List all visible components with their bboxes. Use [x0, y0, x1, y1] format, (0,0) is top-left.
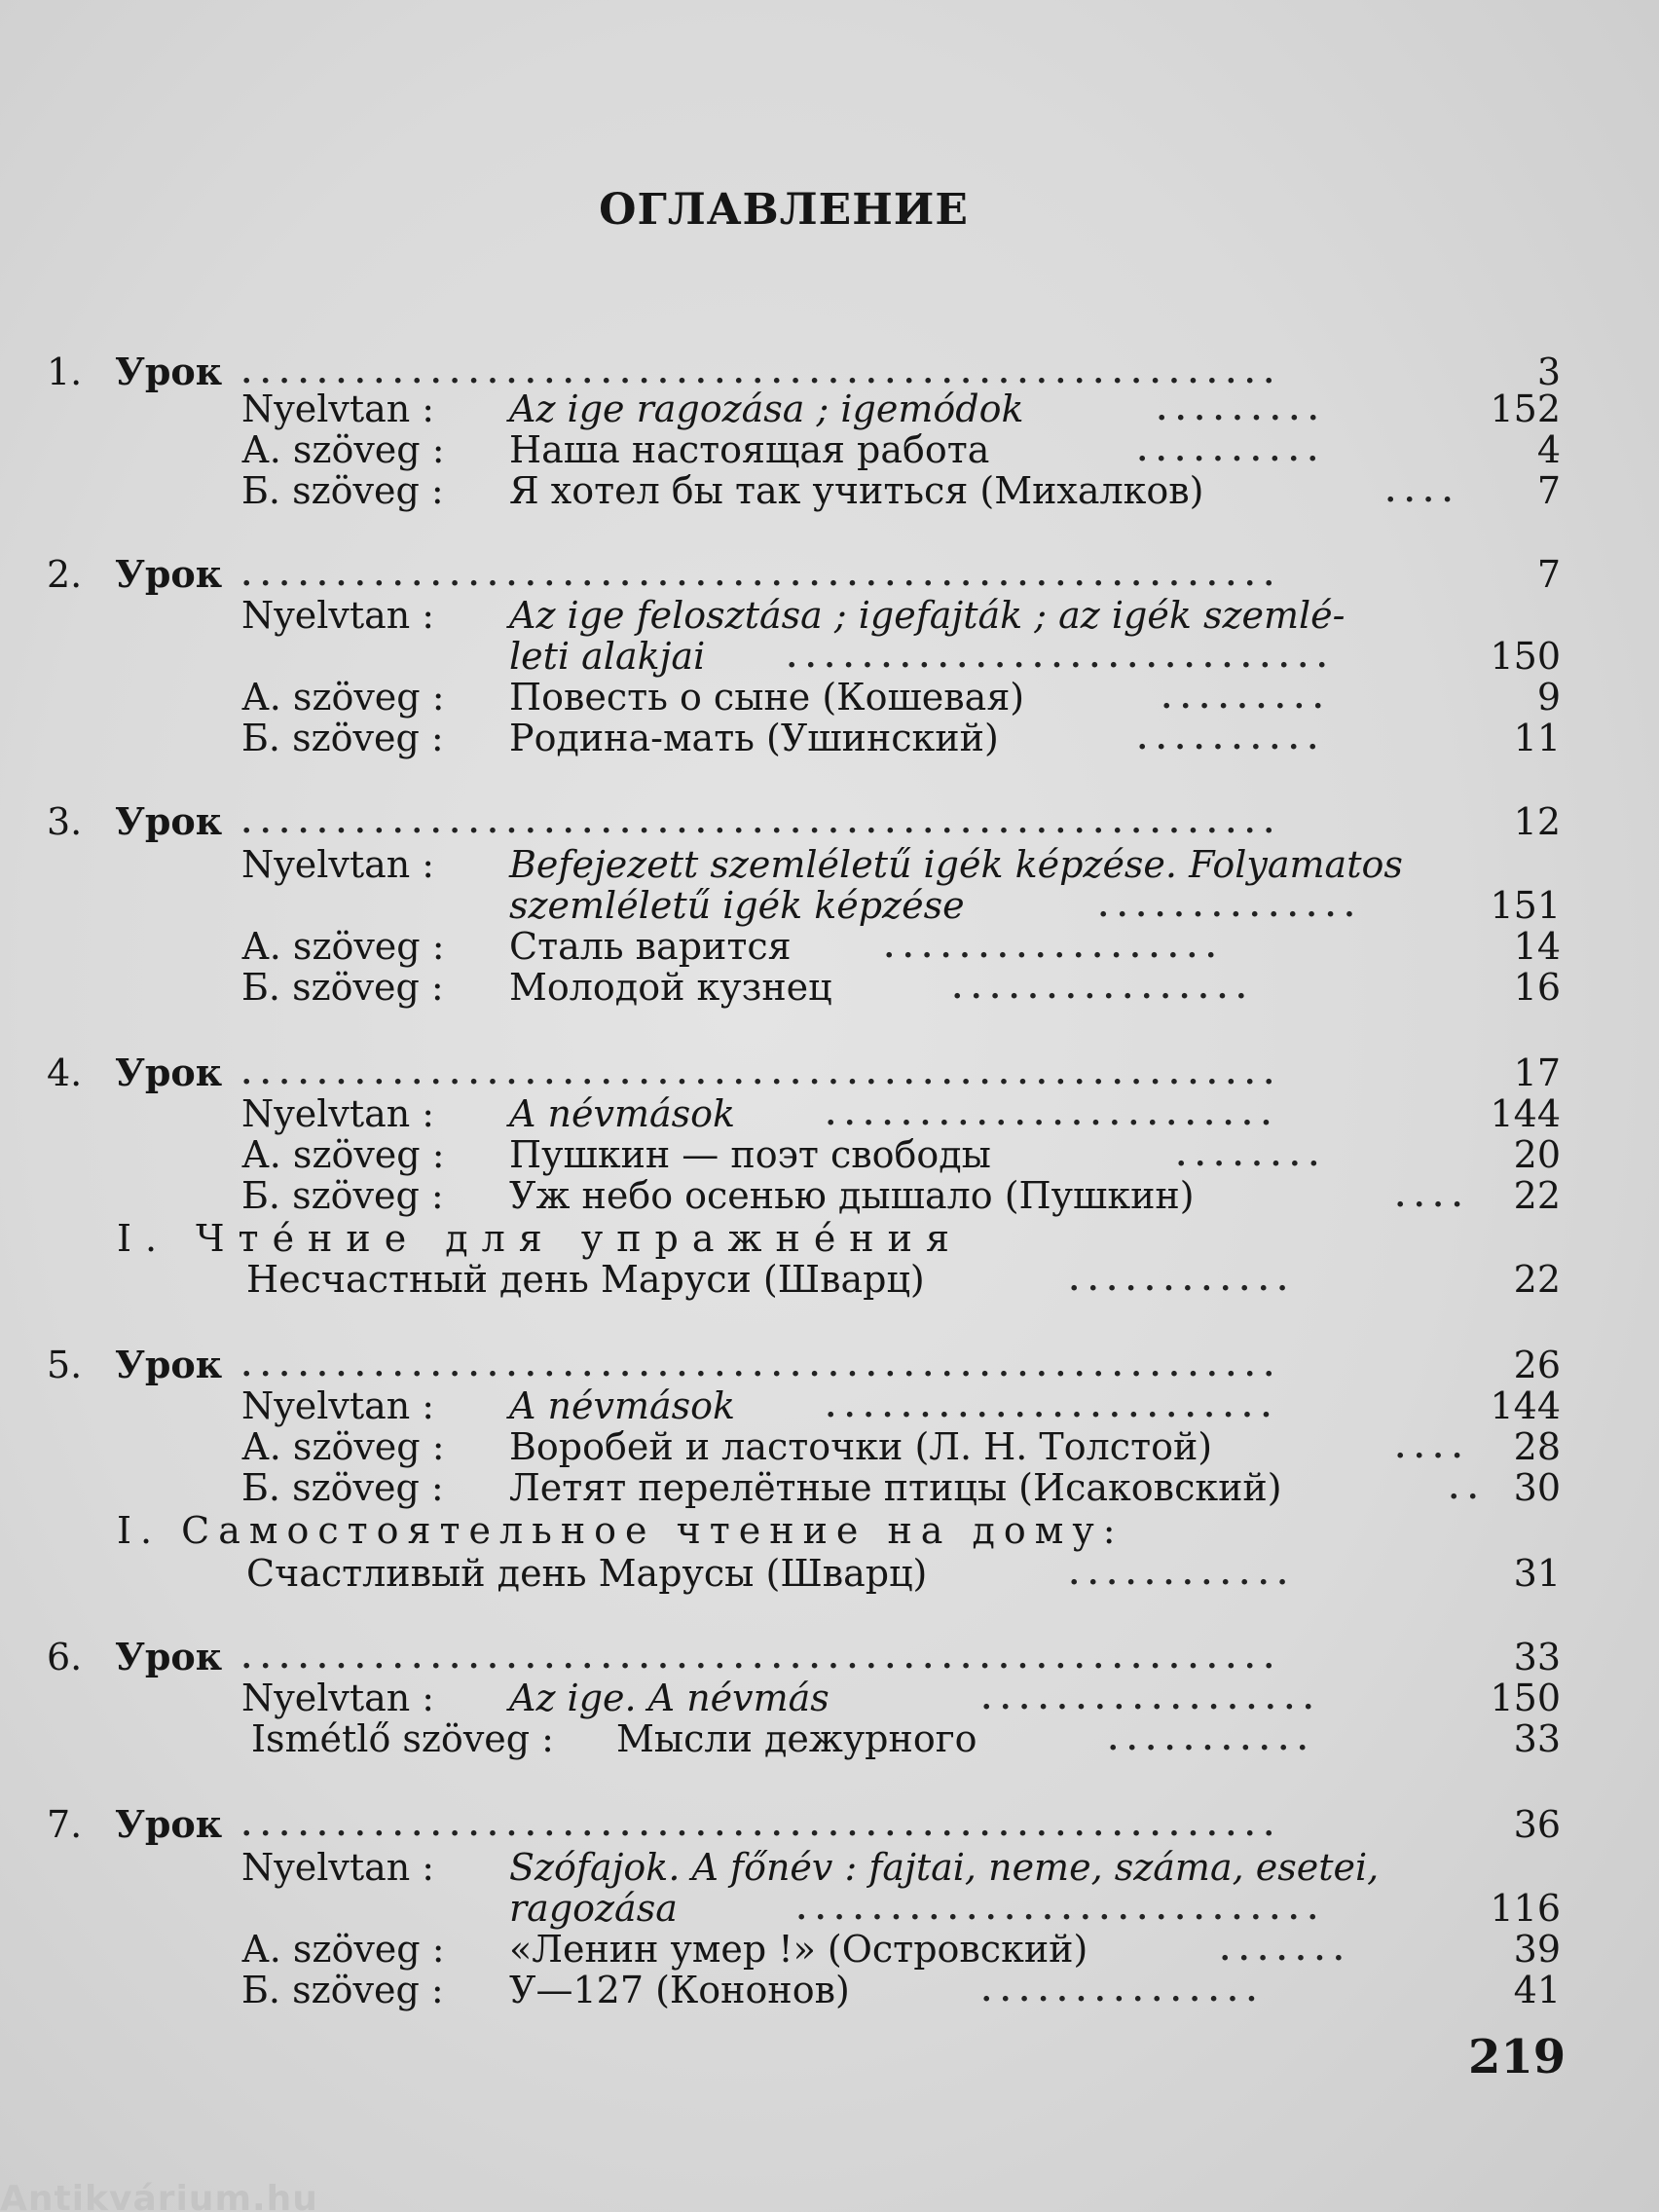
leader-dots: ..............: [1098, 890, 1364, 924]
lesson-word: Урок: [115, 799, 223, 843]
entry-label: А. szöveg :: [241, 1928, 445, 1971]
entry-text: Befejezett szemléletű igék képzése. Folyamatos: [509, 843, 1403, 886]
lesson-3-header: [47, 800, 1566, 843]
leader-dots: ........................: [826, 1390, 1280, 1424]
lesson-5-text-b: [47, 1466, 1566, 1509]
leader-dots: ....: [1395, 1180, 1471, 1214]
lesson-number: 5.: [47, 1344, 83, 1386]
page-number: 116: [1490, 1887, 1561, 1930]
entry-text: «Ленин умер !» (Островский): [509, 1928, 1088, 1971]
lesson-6-grammar: [47, 1677, 1566, 1719]
page-title: ОГЛАВЛЕНИЕ: [599, 185, 969, 235]
lesson-5-reading: [47, 1552, 1566, 1595]
page-number: 26: [1513, 1344, 1561, 1386]
page-number: 31: [1513, 1552, 1561, 1595]
page-number: 151: [1490, 884, 1561, 927]
page-number: 9: [1536, 676, 1561, 719]
page-number: 33: [1513, 1636, 1561, 1678]
lesson-7-grammar: [47, 1846, 1566, 1889]
leader-dots: .......: [1220, 1934, 1353, 1968]
entry-text: Az ige felosztása ; igefajták ; az igék szemlé-: [509, 594, 1346, 637]
lesson-word: Урок: [115, 552, 223, 596]
entry-label: Б. szöveg :: [241, 1174, 444, 1217]
page-number: 144: [1490, 1384, 1561, 1427]
leader-dots: .......................................................: [241, 356, 1283, 390]
entry-text: Летят перелётные птицы (Исаковский): [509, 1466, 1282, 1509]
entry-text: Мысли дежурного: [616, 1717, 977, 1760]
leader-dots: ...........: [1108, 1723, 1316, 1757]
page-number: 30: [1513, 1466, 1561, 1509]
lesson-word: Урок: [115, 1635, 223, 1678]
page-number: 36: [1513, 1803, 1561, 1846]
lesson-4-text-a: [47, 1133, 1566, 1176]
lesson-5-reading-heading: [47, 1509, 1566, 1552]
lesson-2-text-b: [47, 717, 1566, 759]
leader-dots: ..: [1449, 1472, 1487, 1506]
leader-dots: .......................................................: [241, 1349, 1283, 1383]
entry-text-continuation: szemléletű igék képzése: [509, 884, 965, 927]
page-number: 22: [1513, 1258, 1561, 1301]
entry-text: У—127 (Кононов): [509, 1969, 850, 2011]
entry-text: Az ige ragozása ; igemódok: [509, 387, 1024, 430]
lesson-5-text-a: [47, 1425, 1566, 1468]
entry-text: Пушкин — поэт свободы: [509, 1133, 991, 1176]
page-number: 12: [1513, 800, 1561, 843]
lesson-6-review-text: [47, 1717, 1566, 1760]
page-number: 11: [1513, 717, 1561, 759]
lesson-1-text-b: [47, 469, 1566, 512]
page-number: 4: [1536, 428, 1561, 471]
lesson-4-header: [47, 1051, 1566, 1094]
lesson-word: Урок: [115, 1051, 223, 1094]
page-number: 28: [1513, 1425, 1561, 1468]
page-number: 150: [1490, 635, 1561, 678]
lesson-number: 7.: [47, 1803, 83, 1846]
page-number: 22: [1513, 1174, 1561, 1217]
leader-dots: .........: [1161, 682, 1332, 716]
leader-dots: ....: [1395, 1431, 1471, 1465]
lesson-number: 6.: [47, 1636, 83, 1678]
lesson-word: Урок: [115, 350, 223, 393]
page-number: 150: [1490, 1677, 1561, 1719]
lesson-3-grammar: [47, 843, 1566, 886]
lesson-2-header: [47, 553, 1566, 596]
lesson-2-text-a: [47, 676, 1566, 719]
lesson-number: 2.: [47, 553, 83, 596]
leader-dots: .......................................................: [241, 1809, 1283, 1843]
page-number: 33: [1513, 1717, 1561, 1760]
entry-label: Б. szöveg :: [241, 966, 444, 1009]
entry-label: Nyelvtan :: [241, 1384, 435, 1427]
page-number: 41: [1513, 1969, 1561, 2011]
lesson-number: 3.: [47, 800, 83, 843]
entry-text: A névmások: [509, 1384, 736, 1427]
page-number: 7: [1536, 553, 1561, 596]
lesson-number: 4.: [47, 1051, 83, 1094]
reading-title: Счастливый день Марусы (Шварц): [246, 1552, 928, 1595]
entry-text: Az ige. A névmás: [509, 1677, 830, 1719]
lesson-7-header: [47, 1803, 1566, 1846]
lesson-6-header: [47, 1636, 1566, 1678]
lesson-5-header: [47, 1344, 1566, 1386]
entry-text: Молодой кузнец: [509, 966, 832, 1009]
leader-dots: ........: [1176, 1139, 1328, 1173]
leader-dots: ................: [952, 972, 1256, 1006]
lesson-2-grammar: [47, 594, 1566, 637]
leader-dots: ............: [1069, 1558, 1297, 1592]
entry-label: Nyelvtan :: [241, 387, 435, 430]
page-number: 14: [1513, 925, 1561, 968]
leader-dots: .......................................................: [241, 1057, 1283, 1091]
entry-label: Nyelvtan :: [241, 1092, 435, 1135]
page-number: 3: [1536, 350, 1561, 393]
lesson-4-reading-heading: [47, 1217, 1566, 1260]
lesson-7-text-b: [47, 1969, 1566, 2011]
page-number: 7: [1536, 469, 1561, 512]
lesson-2-grammar-cont: [47, 635, 1566, 678]
lesson-7-grammar-cont: [47, 1887, 1566, 1930]
page-number: 20: [1513, 1133, 1561, 1176]
leader-dots: ...............: [981, 1974, 1266, 2009]
entry-label: А. szöveg :: [241, 428, 445, 471]
entry-label: Nyelvtan :: [241, 594, 435, 637]
leader-dots: .......................................................: [241, 1641, 1283, 1676]
leader-dots: .............................: [787, 641, 1336, 675]
entry-label: Б. szöveg :: [241, 1969, 444, 2011]
leader-dots: ............: [1069, 1264, 1297, 1298]
entry-label: Ismétlő szöveg :: [251, 1717, 554, 1760]
leader-dots: ..................: [981, 1682, 1322, 1716]
entry-label: А. szöveg :: [241, 1133, 445, 1176]
entry-text: Сталь варится: [509, 925, 792, 968]
lesson-4-text-b: [47, 1174, 1566, 1217]
leader-dots: ....: [1385, 475, 1461, 509]
page-number: 39: [1513, 1928, 1561, 1971]
lesson-4-reading: [47, 1258, 1566, 1301]
page-number: 152: [1490, 387, 1561, 430]
page-number: 16: [1513, 966, 1561, 1009]
leader-dots: ............................: [796, 1893, 1327, 1927]
leader-dots: ..........: [1137, 434, 1327, 468]
lesson-number: 1.: [47, 350, 83, 393]
leader-dots: ..................: [884, 931, 1225, 965]
lesson-1-text-a: [47, 428, 1566, 471]
leader-dots: .......................................................: [241, 559, 1283, 593]
page-number: 17: [1513, 1051, 1561, 1094]
leader-dots: .........: [1157, 393, 1327, 427]
entry-text: Повесть о сыне (Кошевая): [509, 676, 1025, 719]
entry-label: Nyelvtan :: [241, 1846, 435, 1889]
entry-label: Nyelvtan :: [241, 843, 435, 886]
reading-heading: I. Самостоятельное чтение на дому:: [117, 1509, 1124, 1552]
lesson-word: Урок: [115, 1802, 223, 1846]
lesson-1-grammar: [47, 387, 1566, 430]
lesson-7-text-a: [47, 1928, 1566, 1971]
lesson-3-grammar-cont: [47, 884, 1566, 927]
entry-label: А. szöveg :: [241, 676, 445, 719]
lesson-word: Урок: [115, 1343, 223, 1386]
entry-label: А. szöveg :: [241, 925, 445, 968]
entry-text: Szófajok. A főnév : fajtai, neme, száma, esetei,: [509, 1846, 1380, 1889]
watermark: Antikvárium.hu: [0, 2179, 318, 2212]
entry-text: Уж небо осенью дышало (Пушкин): [509, 1174, 1195, 1217]
entry-text-continuation: ragozása: [509, 1887, 678, 1930]
entry-text: A névmások: [509, 1092, 736, 1135]
reading-title: Несчастный день Маруси (Шварц): [246, 1258, 925, 1301]
entry-text: Я хотел бы так учиться (Михалков): [509, 469, 1204, 512]
entry-text: Родина-мать (Ушинский): [509, 717, 999, 759]
reading-heading: I. Чтéние для упражнéния: [117, 1217, 963, 1260]
page-number: 144: [1490, 1092, 1561, 1135]
entry-label: А. szöveg :: [241, 1425, 445, 1468]
entry-text: Воробей и ласточки (Л. Н. Толстой): [509, 1425, 1213, 1468]
lesson-4-grammar: [47, 1092, 1566, 1135]
leader-dots: ........................: [826, 1098, 1280, 1132]
entry-label: Nyelvtan :: [241, 1677, 435, 1719]
lesson-5-grammar: [47, 1384, 1566, 1427]
lesson-3-text-a: [47, 925, 1566, 968]
entry-label: Б. szöveg :: [241, 1466, 444, 1509]
entry-label: Б. szöveg :: [241, 469, 444, 512]
entry-text: Наша настоящая работа: [509, 428, 990, 471]
leader-dots: ..........: [1137, 722, 1327, 756]
entry-label: Б. szöveg :: [241, 717, 444, 759]
entry-text-continuation: leti alakjai: [509, 635, 706, 678]
page-folio-number: 219: [1468, 2030, 1567, 2084]
leader-dots: .......................................................: [241, 806, 1283, 840]
lesson-3-text-b: [47, 966, 1566, 1009]
